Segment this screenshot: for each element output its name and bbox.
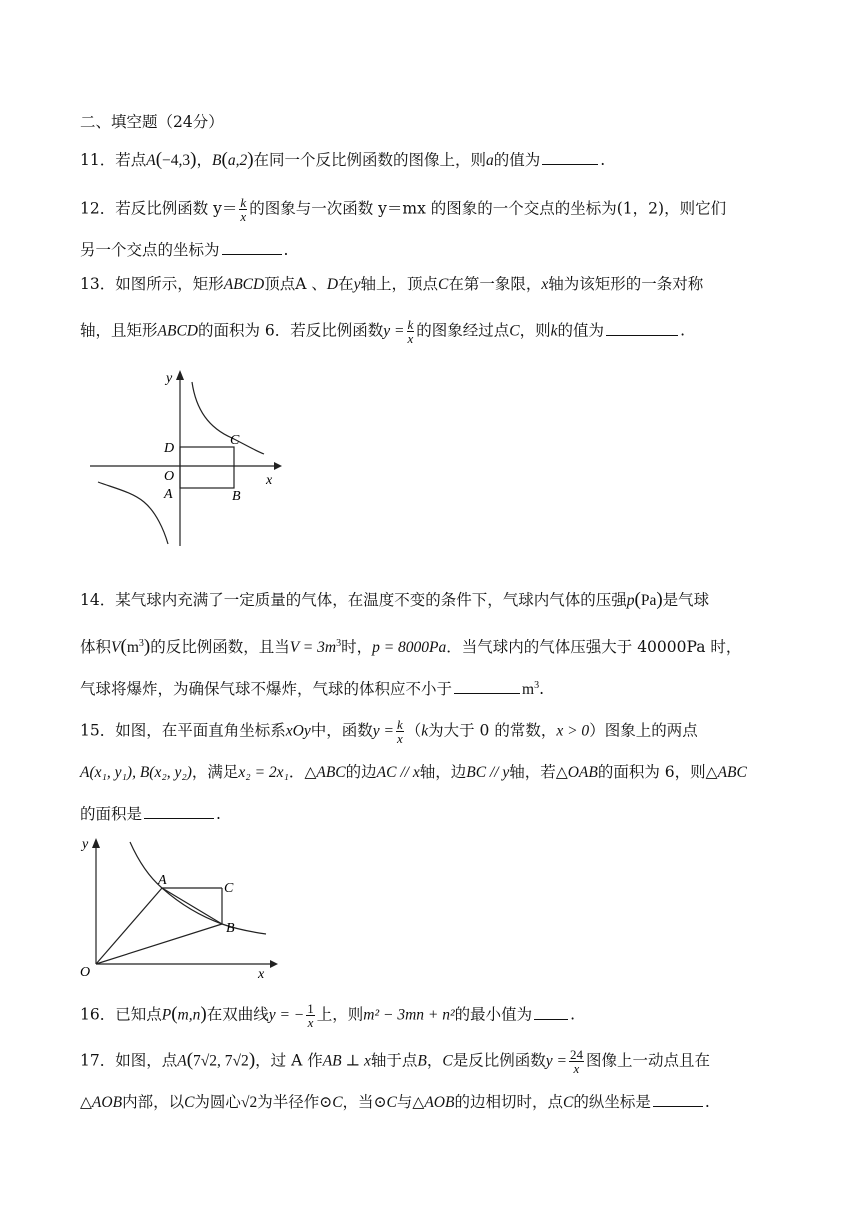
q16-paren: ) xyxy=(200,1003,207,1025)
q17-frac-den: x xyxy=(573,1061,580,1076)
q17-paren: ) xyxy=(248,1049,256,1071)
q15-tri-oab: △OAB xyxy=(555,764,598,781)
q11-sep: ， xyxy=(196,151,213,169)
q15-text10: 轴，若 xyxy=(509,763,556,781)
q15-text8: 的边 xyxy=(345,763,377,781)
q13-frac-num: k xyxy=(407,317,414,332)
q11-text2: 在同一个反比例函数的图像上，则 xyxy=(253,151,487,169)
q13-answer-blank[interactable] xyxy=(606,321,678,336)
q17-tri-aob: △AOB xyxy=(80,1094,123,1111)
q17-point-c: C xyxy=(442,1052,453,1070)
q16-text2: 在双曲线 xyxy=(206,1005,269,1024)
fig13-label-d: D xyxy=(164,441,175,456)
q14-text6: ．当气球内的气体压强大于 40000Pa 时， xyxy=(446,638,742,657)
q13-point-d: D xyxy=(326,276,339,293)
q11-point-b-coords: a,2 xyxy=(227,152,248,169)
question-11 xyxy=(80,150,800,171)
q15-text1: 如图，在平面直角坐标系 xyxy=(115,721,286,740)
q14-var-v: V xyxy=(111,639,121,657)
q11-paren: ) xyxy=(247,149,254,170)
q15-var-k: k xyxy=(421,722,429,740)
q17-text8: 为圆心 xyxy=(194,1093,241,1111)
q11-var-a: a xyxy=(486,152,494,169)
q15-bc-parallel: BC // y xyxy=(466,764,510,781)
fig15-label-x: x xyxy=(258,967,265,980)
q12-frac-den: x xyxy=(240,209,247,224)
q16-end: . xyxy=(570,1005,576,1024)
q11-text3: 的值为 xyxy=(493,151,541,169)
q13-rect: ABCD xyxy=(223,276,265,293)
q14-end: . xyxy=(539,680,545,699)
fig15-label-y: y xyxy=(82,837,89,852)
q14-paren: ( xyxy=(120,636,127,658)
q17-point-a-coords: 7√2, 7√2 xyxy=(193,1052,249,1070)
q17-end: . xyxy=(704,1093,710,1111)
figure-13 xyxy=(84,362,284,552)
q15-xcond: x > 0 xyxy=(556,722,590,740)
fig15-y-arrow xyxy=(92,838,100,848)
q13-text7: 轴，且矩形 xyxy=(80,321,158,340)
q15-points: A(x₁, y₁), B(x₂, y₂) xyxy=(80,764,192,781)
question-17 xyxy=(80,1048,800,1075)
q13-text4: 轴上，顶点 xyxy=(360,275,438,293)
q14-unit-pa: Pa xyxy=(640,592,657,609)
q14-answer-blank[interactable] xyxy=(454,679,520,694)
question-16 xyxy=(80,1002,800,1029)
fig13-label-a: A xyxy=(164,487,173,502)
q13-point-c2: C xyxy=(509,322,520,340)
question-12 xyxy=(80,196,800,223)
q17-text13: 的纵坐标是 xyxy=(573,1093,651,1111)
q17-circle: ⊙C xyxy=(319,1094,343,1111)
q12-text3: 另一个交点的坐标为 xyxy=(80,241,220,259)
fig15-x-arrow xyxy=(270,960,278,968)
q15-xoy: xOy xyxy=(285,722,311,740)
question-12-cont xyxy=(80,240,800,260)
q11-text: 若点 xyxy=(115,151,147,169)
q14-sup: 3 xyxy=(138,638,144,649)
q17-tri-aob2: △AOB xyxy=(412,1094,455,1111)
question-17-cont xyxy=(80,1092,800,1113)
q14-text5: 时， xyxy=(341,638,373,657)
q14-text3: 体积 xyxy=(80,638,112,657)
q13-rect2: ABCD xyxy=(157,322,198,340)
q11-paren: ) xyxy=(190,149,197,170)
q14-text1: 某气球内充满了一定质量的气体，在温度不变的条件下，气球内气体的压强 xyxy=(115,591,627,609)
q15-func: y = xyxy=(372,722,394,740)
fig15-label-a: A xyxy=(158,873,167,888)
q13-var-x: x xyxy=(541,276,549,293)
q11-paren: ( xyxy=(155,149,163,170)
q15-answer-blank[interactable] xyxy=(144,804,214,819)
fig13-rectangle xyxy=(180,447,234,488)
q11-end: . xyxy=(600,151,606,169)
figure-15 xyxy=(76,832,282,980)
q15-frac-num: k xyxy=(396,717,403,732)
q14-paren: ) xyxy=(656,589,663,610)
q12-frac-num: k xyxy=(240,195,247,210)
q13-text10: ，则 xyxy=(519,321,551,340)
q16-fraction xyxy=(306,1002,315,1029)
q15-fraction xyxy=(396,718,404,745)
q14-text4: 的反比例函数，且当 xyxy=(150,638,290,657)
q14-var-p: p xyxy=(626,592,635,609)
section-title-text: 二、填空题（24分） xyxy=(80,113,224,131)
q15-tri-abc: △ABC xyxy=(304,764,346,781)
q13-text3: 在 xyxy=(338,275,354,293)
q17-fraction xyxy=(569,1048,584,1075)
q13-text5: 在第一象限， xyxy=(448,275,542,293)
q12-fraction xyxy=(239,196,247,223)
q15-end: . xyxy=(216,805,221,823)
q17-text10: ，当 xyxy=(342,1093,374,1111)
q14-sup2: 3 xyxy=(336,638,342,649)
q17-number: 17． xyxy=(80,1051,116,1070)
question-15-cont xyxy=(80,762,800,783)
q15-tri-abc2: △ABC xyxy=(705,764,747,781)
q13-end: . xyxy=(680,321,685,340)
q15-text3: （ xyxy=(405,721,422,740)
q16-answer-blank[interactable] xyxy=(534,1005,568,1020)
question-15-cont2 xyxy=(80,804,800,824)
fig15-label-o: O xyxy=(80,965,91,980)
q15-text6: ，满足 xyxy=(191,763,239,781)
q16-text4: 的最小值为 xyxy=(454,1005,533,1024)
q11-point-b: B xyxy=(212,152,222,169)
q14-p-eq: p = 8000Pa xyxy=(372,639,447,657)
fig15-segment-ab xyxy=(162,888,222,924)
q17-text6: 图像上一动点且在 xyxy=(585,1051,710,1070)
q17-paren: ( xyxy=(186,1049,194,1071)
q17-circle2: ⊙C xyxy=(373,1094,397,1111)
q13-frac-den: x xyxy=(407,331,414,346)
question-13-cont xyxy=(80,318,800,345)
q14-v-eq: V = 3m xyxy=(289,639,337,657)
question-13 xyxy=(80,274,800,295)
fig13-label-y: y xyxy=(166,371,173,386)
fig15-label-b: B xyxy=(226,921,235,936)
q16-point-p-coords: m,n xyxy=(177,1006,201,1024)
q14-text7: 气球将爆炸，为确保气球不爆炸，气球的体积应不小于 xyxy=(80,680,453,699)
q17-answer-blank[interactable] xyxy=(653,1092,703,1107)
q17-text9: 为半径作 xyxy=(257,1093,320,1111)
q14-text2: 是气球 xyxy=(662,591,710,609)
q11-number: 11． xyxy=(80,151,116,169)
question-14 xyxy=(80,590,800,611)
q16-func: y = − xyxy=(268,1006,305,1024)
q13-text2: 顶点A 、 xyxy=(264,275,327,293)
q17-text1: 如图，点 xyxy=(115,1051,178,1070)
fig13-hyperbola-q3 xyxy=(98,482,168,544)
q17-point-c3: C xyxy=(562,1094,574,1111)
q16-text1: 已知点 xyxy=(115,1005,162,1024)
q11-paren: ( xyxy=(221,149,228,170)
q16-paren: ( xyxy=(171,1003,178,1025)
q15-frac-den: x xyxy=(396,731,403,746)
q13-var-k: k xyxy=(550,322,558,340)
fig13-label-c: C xyxy=(230,433,240,448)
q11-point-a-coords: −4,3 xyxy=(162,152,191,169)
q17-point-c2: C xyxy=(184,1094,195,1111)
q16-frac-den: x xyxy=(307,1015,314,1030)
q13-var-y: y xyxy=(353,276,361,293)
fig13-label-o: O xyxy=(164,469,175,484)
q16-expression: m² − 3mn + n² xyxy=(363,1006,455,1024)
q12-end: . xyxy=(283,241,289,259)
q17-text5: 是反比例函数 xyxy=(452,1051,546,1070)
fig13-x-arrow xyxy=(274,462,282,470)
q11-answer-blank[interactable] xyxy=(542,150,598,165)
fig15-label-c: C xyxy=(224,881,234,896)
q15-text7: ． xyxy=(288,763,305,781)
fig13-label-b: B xyxy=(232,489,241,504)
q13-fraction xyxy=(407,318,415,345)
q15-ac-parallel: AC // x xyxy=(376,764,420,781)
q17-frac-num: 24 xyxy=(569,1047,583,1062)
q13-text6: 轴为该矩形的一条对称 xyxy=(548,275,704,293)
q16-point-p: P xyxy=(161,1006,172,1024)
q15-text12: 的面积是 xyxy=(80,805,143,823)
question-14-cont xyxy=(80,634,800,658)
q11-point-a: A xyxy=(146,152,156,169)
q12-text2: 的图象与一次函数 y＝mx 的图象的一个交点的坐标为(1，2)，则它们 xyxy=(249,199,727,218)
q16-text3: 上，则 xyxy=(316,1005,364,1024)
q17-point-b: B xyxy=(417,1052,427,1070)
q13-text11: 的值为 xyxy=(557,321,605,340)
q13-text1: 如图所示，矩形 xyxy=(115,275,224,293)
q14-paren: ) xyxy=(143,636,151,658)
q14-answer-unit: m xyxy=(522,681,535,699)
q17-point-a: A xyxy=(177,1052,187,1070)
q13-text8: 的面积为 6．若反比例函数 xyxy=(197,321,384,340)
q12-number: 12． xyxy=(80,199,116,218)
q12-answer-blank[interactable] xyxy=(222,240,282,255)
q13-text9: 的图象经过点 xyxy=(416,321,510,340)
q17-text3: 轴于点 xyxy=(370,1051,418,1070)
q17-func: y = xyxy=(545,1052,567,1070)
q16-number: 16． xyxy=(80,1005,116,1024)
q15-text9: 轴，边 xyxy=(419,763,467,781)
fig15-segment-oa xyxy=(96,888,162,964)
q13-func: y = xyxy=(383,322,405,340)
q13-point-c: C xyxy=(437,276,449,293)
q14-number: 14． xyxy=(80,591,116,609)
q15-text5: ）图象上的两点 xyxy=(589,721,698,740)
fig15-segment-ob xyxy=(96,924,222,964)
q15-text4: 为大于 0 的常数， xyxy=(428,721,557,740)
q12-text1: 若反比例函数 y＝ xyxy=(115,199,238,218)
q17-text4: ， xyxy=(426,1051,443,1070)
q15-text2: 中，函数 xyxy=(310,721,373,740)
question-15 xyxy=(80,718,800,745)
fig13-hyperbola-q1 xyxy=(192,382,264,454)
fig13-y-arrow xyxy=(176,370,184,380)
question-14-cont2 xyxy=(80,676,800,700)
q15-number: 15． xyxy=(80,721,116,740)
q17-text12: 的边相切时，点 xyxy=(454,1093,563,1111)
q14-paren: ( xyxy=(634,589,641,610)
section-title xyxy=(80,112,800,132)
q14-unit-m: m xyxy=(126,639,139,657)
q15-text11: 的面积为 6，则 xyxy=(597,763,706,781)
q17-ab-perp: AB ⊥ x xyxy=(322,1052,371,1070)
q17-text7: 内部，以 xyxy=(122,1093,185,1111)
q16-frac-num: 1 xyxy=(307,1001,314,1016)
q13-number: 13． xyxy=(80,275,116,293)
q14-sup3: 3 xyxy=(534,680,540,691)
q17-radius: √2 xyxy=(240,1094,258,1111)
fig13-label-x: x xyxy=(266,473,273,488)
q15-relation: x₂ = 2x₁ xyxy=(238,764,289,781)
q17-text11: 与 xyxy=(396,1093,413,1111)
q17-text2: ，过 A 作 xyxy=(255,1051,323,1070)
